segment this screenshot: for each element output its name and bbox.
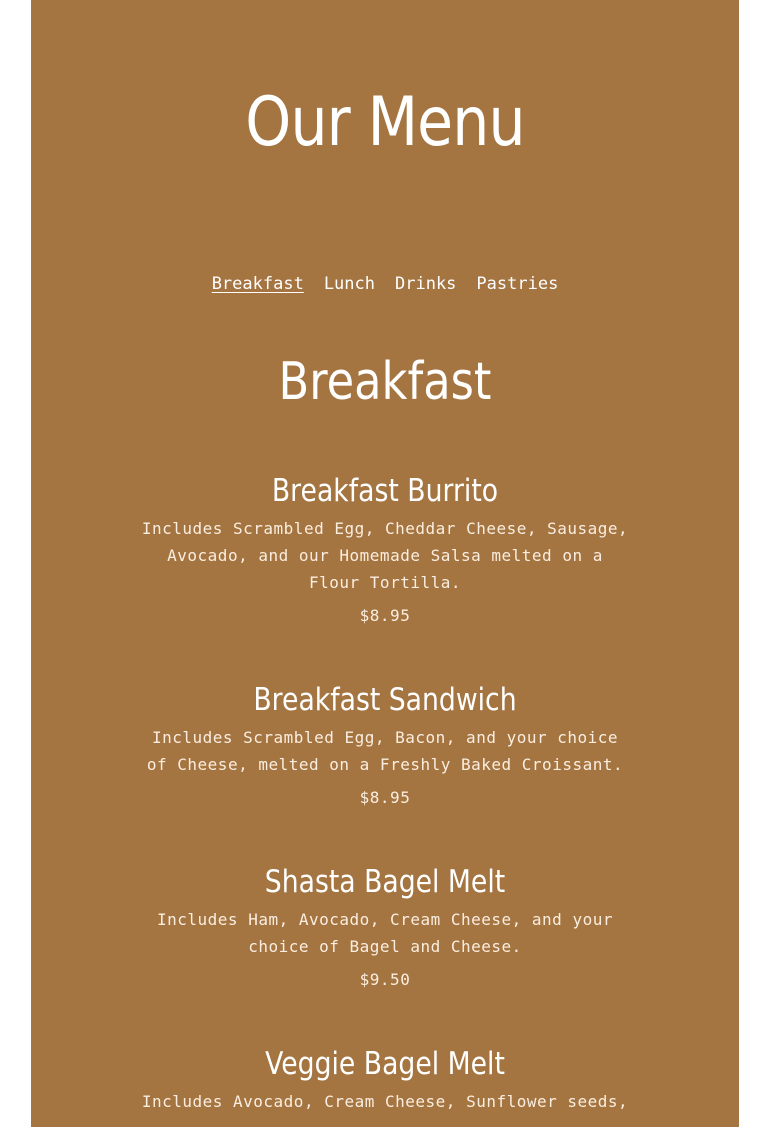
menu-item-name: Shasta Bagel Melt [264, 864, 506, 900]
menu-item-description: Includes Scrambled Egg, Bacon, and your choice of Cheese, melted on a Freshly Baked Croissant. [146, 728, 624, 774]
menu-category-nav [31, 273, 739, 295]
menu-item-name: Breakfast Sandwich [253, 682, 517, 718]
menu-item-price: $9.50 [359, 970, 411, 989]
menu-item-name: Veggie Bagel Melt [265, 1046, 505, 1082]
menu-item [31, 471, 739, 628]
menu-item-price: $8.95 [359, 788, 411, 807]
nav-link-breakfast[interactable]: Breakfast [211, 274, 304, 294]
menu-item-price: $8.95 [359, 606, 411, 625]
page-title: Our Menu [245, 83, 525, 162]
section-title: Breakfast [278, 352, 492, 412]
menu-panel [31, 0, 739, 1127]
menu-item [31, 1044, 739, 1115]
nav-link-lunch[interactable]: Lunch [323, 274, 375, 294]
nav-link-pastries[interactable]: Pastries [476, 274, 559, 294]
menu-item-description: Includes Scrambled Egg, Cheddar Cheese, Sausage, Avocado, and our Homemade Salsa melted on a Flour Tortilla. [141, 519, 629, 592]
menu-item [31, 862, 739, 992]
menu-item-description: Includes Ham, Avocado, Cream Cheese, and your choice of Bagel and Cheese. [157, 910, 613, 956]
menu-item-name: Breakfast Burrito [271, 473, 499, 509]
menu-item-description: Includes Avocado, Cream Cheese, Sunflower seeds, [141, 1092, 629, 1111]
menu-item [31, 680, 739, 810]
nav-link-drinks[interactable]: Drinks [395, 274, 457, 294]
